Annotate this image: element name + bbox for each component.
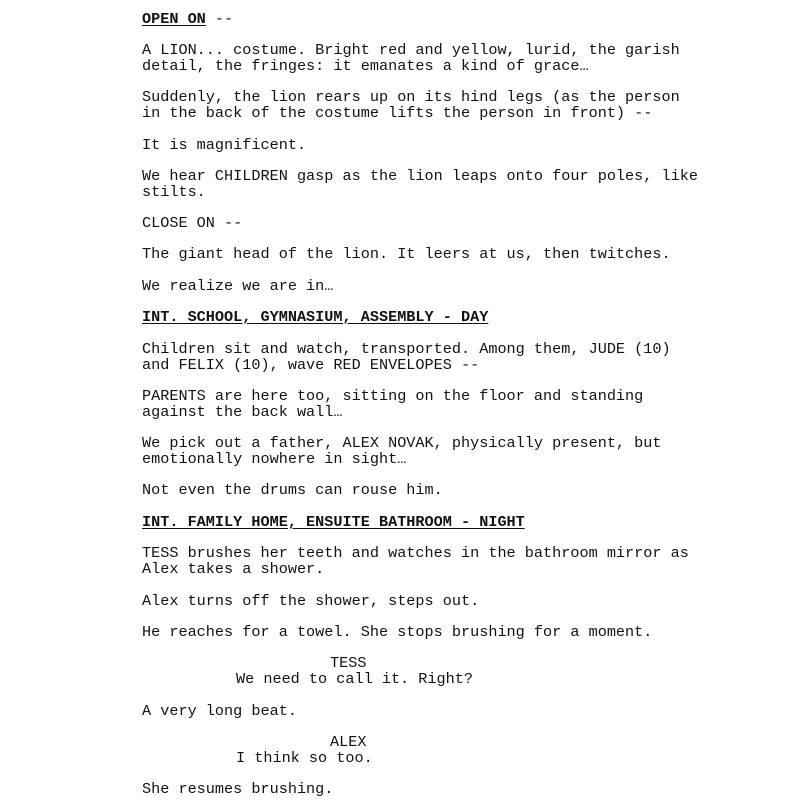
action-line: We hear CHILDREN gasp as the lion leaps onto four poles, like: [142, 167, 698, 185]
action-line: A LION... costume. Bright red and yellow, lurid, the garish: [142, 41, 680, 59]
action-line: detail, the fringes: it emanates a kind of grace…: [142, 57, 589, 75]
action-line: and FELIX (10), wave RED ENVELOPES --: [142, 356, 480, 374]
action-line: Suddenly, the lion rears up on its hind legs (as the person: [142, 88, 680, 106]
scene-heading: INT. SCHOOL, GYMNASIUM, ASSEMBLY - DAY: [142, 308, 489, 326]
dialogue-line: We need to call it. Right?: [236, 670, 473, 688]
dialogue-line: I think so too.: [236, 749, 373, 767]
character-name: TESS: [330, 654, 367, 672]
action-line: A very long beat.: [142, 702, 297, 720]
open-on-dashes: --: [205, 10, 234, 28]
scene-transition: [142, 11, 233, 27]
open-on-heading: OPEN ON: [142, 10, 206, 28]
scene-transition: CLOSE ON --: [142, 214, 243, 232]
action-line: Alex takes a shower.: [142, 560, 325, 578]
action-line: emotionally nowhere in sight…: [142, 450, 407, 468]
action-line: We realize we are in…: [142, 277, 334, 295]
character-name: ALEX: [330, 733, 367, 751]
action-line: PARENTS are here too, sitting on the floor and standing: [142, 387, 644, 405]
action-line: He reaches for a towel. She stops brushing for a moment.: [142, 623, 653, 641]
action-line: The giant head of the lion. It leers at us, then twitches.: [142, 245, 671, 263]
action-line: She resumes brushing.: [142, 780, 334, 798]
action-line: Children sit and watch, transported. Among them, JUDE (10): [142, 340, 671, 358]
scene-heading: INT. FAMILY HOME, ENSUITE BATHROOM - NIGHT: [142, 513, 525, 531]
action-line: Alex turns off the shower, steps out.: [142, 592, 480, 610]
action-line: against the back wall…: [142, 403, 343, 421]
action-line: It is magnificent.: [142, 136, 307, 154]
action-line: Not even the drums can rouse him.: [142, 481, 443, 499]
action-line: We pick out a father, ALEX NOVAK, physically present, but: [142, 434, 662, 452]
action-line: TESS brushes her teeth and watches in the bathroom mirror as: [142, 544, 689, 562]
action-line: stilts.: [142, 183, 206, 201]
action-line: in the back of the costume lifts the person in front) --: [142, 104, 653, 122]
